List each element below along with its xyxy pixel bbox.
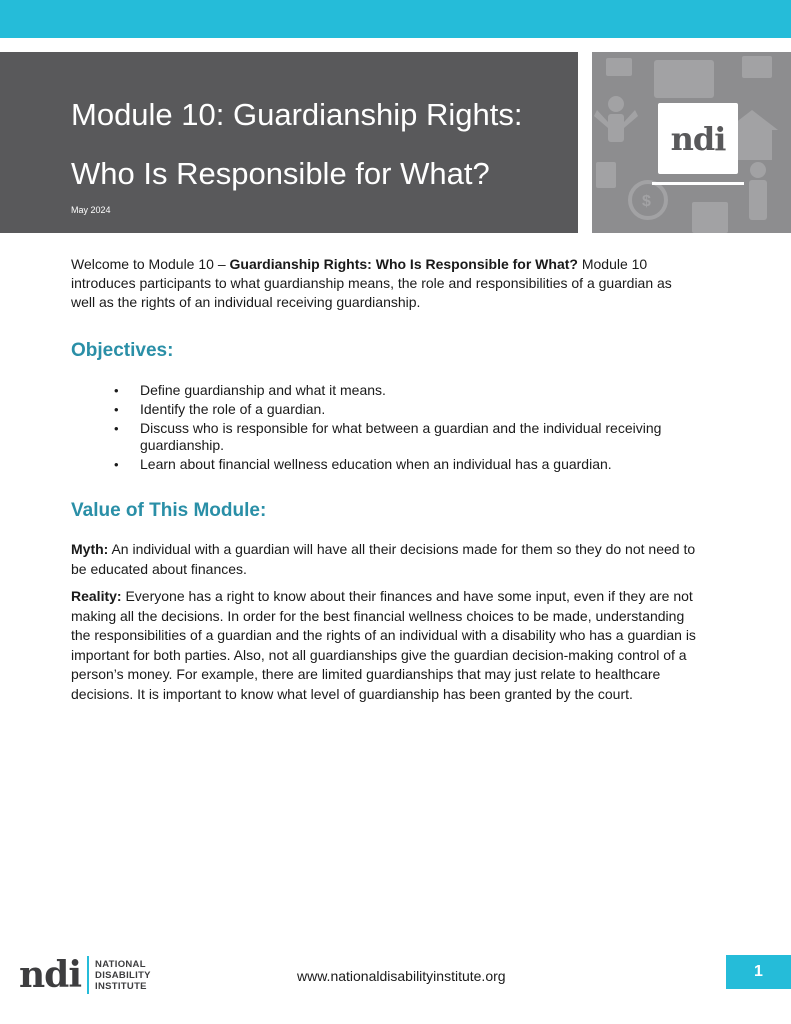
intro-bold-title: Guardianship Rights: Who Is Responsible for What?	[229, 256, 578, 272]
reality-label: Reality:	[71, 588, 122, 604]
publication-date: May 2024	[71, 205, 111, 215]
myth-text: An individual with a guardian will have all their decisions made for them so they do not need to be educated about finances.	[71, 541, 696, 577]
intro-paragraph	[71, 255, 691, 312]
ndi-card-logo	[658, 103, 738, 174]
ndi-logo-mark: ndi	[19, 954, 82, 996]
org-name-line1: NATIONAL	[95, 958, 146, 970]
title-banner	[0, 52, 578, 233]
list-item: • Define guardianship and what it means.	[112, 382, 672, 399]
module-title-line1: Module 10: Guardianship Rights:	[71, 97, 523, 132]
intro-lead: Welcome to Module 10 –	[71, 256, 230, 272]
objectives-list	[112, 382, 672, 475]
myth-label: Myth:	[71, 541, 109, 557]
myth-paragraph	[71, 540, 701, 579]
org-name-line2: DISABILITY	[95, 969, 151, 981]
value-heading: Value of This Module:	[71, 500, 267, 521]
website-link[interactable]: www.nationaldisabilityinstitute.org	[297, 968, 506, 984]
top-accent-bar	[0, 0, 791, 38]
objectives-heading: Objectives:	[71, 340, 174, 361]
org-name	[95, 959, 151, 992]
reality-paragraph	[71, 587, 701, 704]
svg-text:$: $	[642, 193, 651, 210]
module-title-line2: Who Is Responsible for What?	[71, 156, 490, 191]
ndi-footer-logo	[19, 955, 151, 995]
list-item: • Learn about financial wellness education when an individual has a guardian.	[112, 456, 672, 473]
ndi-card-logo-text: ndi	[670, 119, 726, 158]
logo-divider	[87, 956, 89, 994]
intro-rest: Module 10 introduces participants to what guardianship means, the role and responsibilities of a guardian as well as the rights of an individual receiving guardianship.	[71, 256, 672, 310]
page-number: 1	[726, 955, 791, 989]
list-item: • Identify the role of a guardian.	[112, 401, 672, 418]
list-item: • Discuss who is responsible for what between a guardian and the individual receiving guardianship.	[112, 420, 672, 454]
header-illustration	[592, 52, 791, 233]
reality-text: Everyone has a right to know about their finances and have some input, even if they are not making all the decisions. In order for the best financial wellness choices to be made, understanding the responsibilities of a guardian and the rights of an individual with a disability who has a guardian is important for both parties. Also, not all guardianships give the guardian decision-making control of a person’s money. For example, there are limited guardianships that may just relate to healthcare decisions. It is important to know what level of guardianship has been granted by the court.	[71, 588, 696, 702]
org-name-line3: INSTITUTE	[95, 980, 147, 992]
